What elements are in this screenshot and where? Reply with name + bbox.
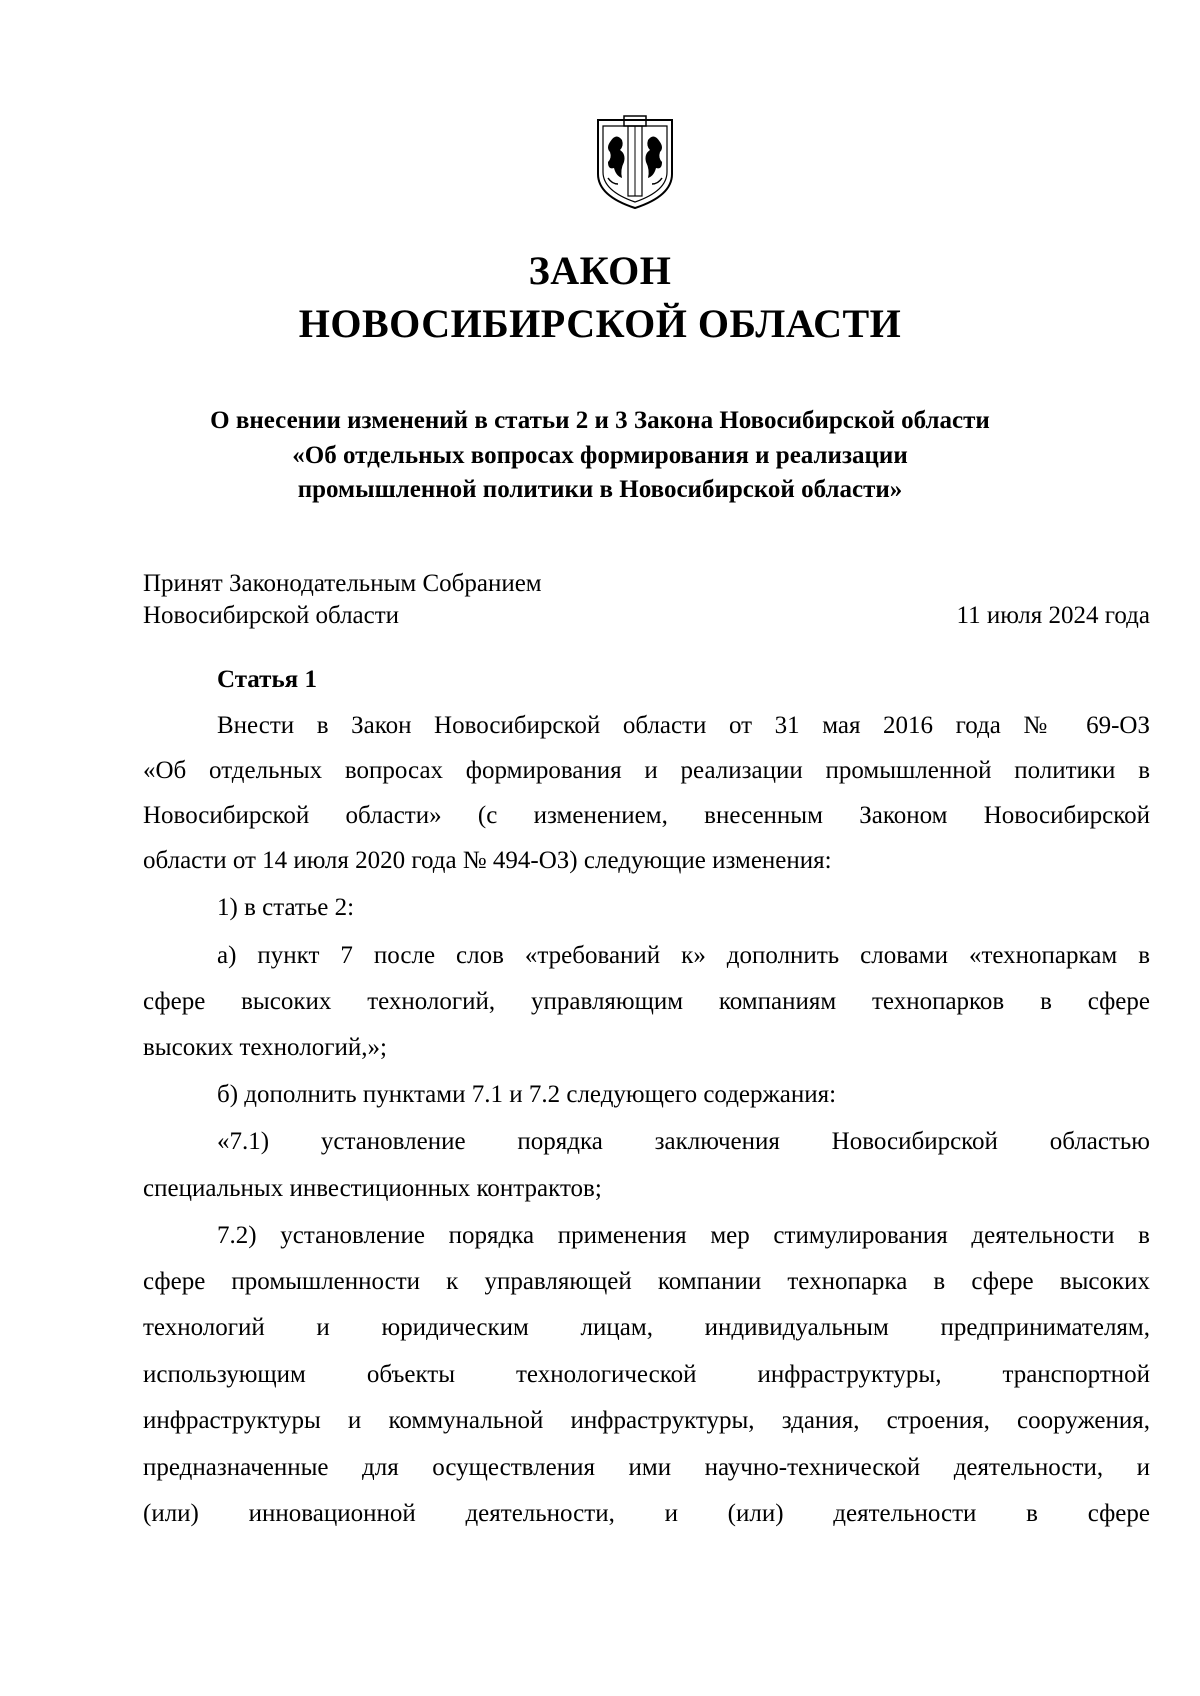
body-line: специальных инвестиционных контрактов; bbox=[143, 1175, 602, 1202]
body-line: «Об отдельных вопросах формирования и реализации промышленной политики в bbox=[143, 757, 1150, 784]
body-line: использующим объекты технологической инфраструктуры, транспортной bbox=[143, 1361, 1150, 1388]
body-line: области от 14 июля 2020 года № 494-ОЗ) следующие изменения: bbox=[143, 847, 832, 874]
body-line: сфере промышленности к управляющей компании технопарка в сфере высоких bbox=[143, 1268, 1150, 1295]
coat-of-arms-icon bbox=[590, 112, 680, 212]
body-line: инфраструктуры и коммунальной инфраструктуры, здания, строения, сооружения, bbox=[143, 1407, 1150, 1434]
adoption-line-1: Принят Законодательным Собранием bbox=[143, 570, 542, 597]
body-line: «7.1) установление порядка заключения Новосибирской областью bbox=[217, 1128, 1150, 1155]
body-line: предназначенные для осуществления ими научно-технической деятельности, и bbox=[143, 1454, 1150, 1481]
law-subject-line-3: промышленной политики в Новосибирской области» bbox=[297, 476, 903, 503]
law-subject-line-1: О внесении изменений в статьи 2 и 3 Закона Новосибирской области bbox=[210, 407, 990, 434]
body-line: 1) в статье 2: bbox=[217, 894, 355, 921]
adoption-date: 11 июля 2024 года bbox=[956, 602, 1150, 629]
body-line: Внести в Закон Новосибирской области от 31 мая 2016 года № 69-ОЗ bbox=[217, 712, 1150, 739]
coat-of-arms-emblem bbox=[590, 112, 680, 212]
adoption-line-2: Новосибирской области bbox=[143, 602, 400, 629]
body-line: высоких технологий,»; bbox=[143, 1034, 387, 1061]
body-line: Новосибирской области» (с изменением, внесенным Законом Новосибирской bbox=[143, 802, 1150, 829]
body-line: б) дополнить пунктами 7.1 и 7.2 следующего содержания: bbox=[217, 1081, 837, 1108]
article-heading: Статья 1 bbox=[217, 666, 317, 693]
body-line: технологий и юридическим лицам, индивидуальным предпринимателям, bbox=[143, 1314, 1150, 1341]
law-subject-line-2: «Об отдельных вопросах формирования и реализации bbox=[292, 442, 908, 469]
body-line: (или) инновационной деятельности, и (или) деятельности в сфере bbox=[143, 1500, 1150, 1527]
law-title: ЗАКОН bbox=[528, 248, 672, 293]
body-line: а) пункт 7 после слов «требований к» дополнить словами «технопаркам в bbox=[217, 942, 1150, 969]
body-line: 7.2) установление порядка применения мер стимулирования деятельности в bbox=[217, 1222, 1150, 1249]
law-region-title: НОВОСИБИРСКОЙ ОБЛАСТИ bbox=[298, 301, 902, 346]
body-line: сфере высоких технологий, управляющим компаниям технопарков в сфере bbox=[143, 988, 1150, 1015]
